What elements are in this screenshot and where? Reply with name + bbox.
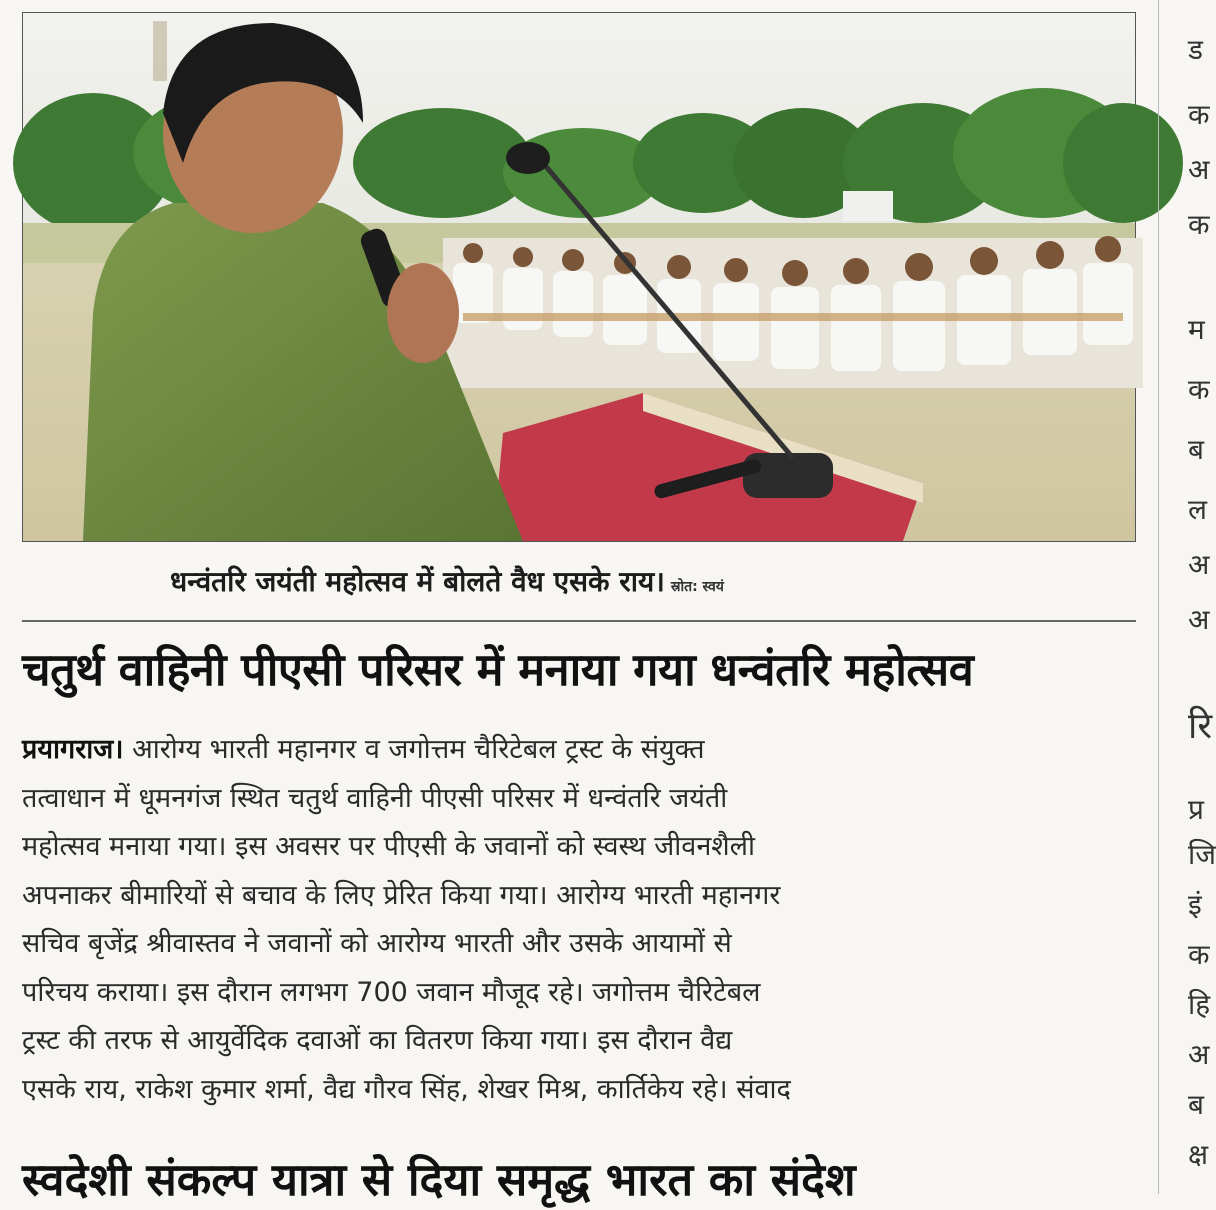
article-line-3: महोत्सव मनाया गया। इस अवसर पर पीएसी के जवानों को स्वस्थ जीवनशैली [22,831,755,862]
column-fragment: क [1188,98,1210,131]
article-line-4: अपनाकर बीमारियों से बचाव के लिए प्रेरित किया गया। आरोग्य भारती महानगर [22,879,781,911]
article-line-5: सचिव बृजेंद्र श्रीवास्तव ने जवानों को आरोग्य भारती और उसके आयामों से [22,928,732,959]
column-fragment: ब [1188,433,1204,466]
caption-credit: स्रोत: स्वयं [670,579,724,595]
adjacent-column [1150,0,1216,1194]
column-fragment: म [1188,313,1205,346]
photo-caption [170,562,1070,602]
divider [22,620,1136,622]
article-line-8: एसके राय, राकेश कुमार शर्मा, वैद्य गौरव सिंह, शेखर मिश्र, कार्तिकेय रहे। संवाद [22,1073,791,1105]
column-fragment: इं [1188,888,1202,921]
caption-text: धन्वंतरि जयंती महोत्सव में बोलते वैध एसके राय। [170,565,665,598]
column-fragment: क [1188,938,1210,971]
article-line-7: ट्रस्ट की तरफ से आयुर्वेदिक दवाओं का वितरण किया गया। इस दौरान वैद्य [22,1025,733,1056]
photo-image [23,13,1135,541]
column-fragment: क [1188,373,1210,406]
column-fragment: ड [1188,33,1203,66]
column-fragment: प्र [1188,793,1204,826]
column-fragment: ल [1188,493,1207,526]
article-line-2: तत्वाधान में धूमनगंज स्थित चतुर्थ वाहिनी पीएसी परिसर में धन्वंतरि जयंती [22,782,728,814]
column-fragment: अ [1188,548,1210,581]
column-fragment: ब [1188,1088,1204,1121]
dateline: प्रयागराज। [22,734,124,765]
article-line-text: आरोग्य भारती महानगर व जगोत्तम चैरिटेबल ट्रस्ट के संयुक्त [123,734,705,765]
article-line-1 [22,726,1132,775]
column-separator [1158,0,1159,1194]
column-fragment: क्ष [1188,1138,1209,1171]
column-fragment: अ [1188,153,1210,186]
article-line-6: परिचय कराया। इस दौरान लगभग 700 जवान मौजूद रहे। जगोत्तम चैरिटेबल [22,976,761,1008]
column-fragment: क [1188,208,1210,241]
article-photo [22,12,1136,542]
column-fragment: अ [1188,603,1210,636]
next-article-headline: स्वदेशी संकल्प यात्रा से दिया समृद्ध भारत का संदेश [22,1153,856,1206]
article-body [22,726,1132,1126]
article-headline: चतुर्थ वाहिनी पीएसी परिसर में मनाया गया धन्वंतरि महोत्सव [22,643,974,696]
column-fragment: जि [1188,838,1216,871]
column-fragment: अ [1188,1038,1210,1071]
column-fragment: रि [1188,706,1213,747]
column-fragment: हि [1188,988,1211,1021]
